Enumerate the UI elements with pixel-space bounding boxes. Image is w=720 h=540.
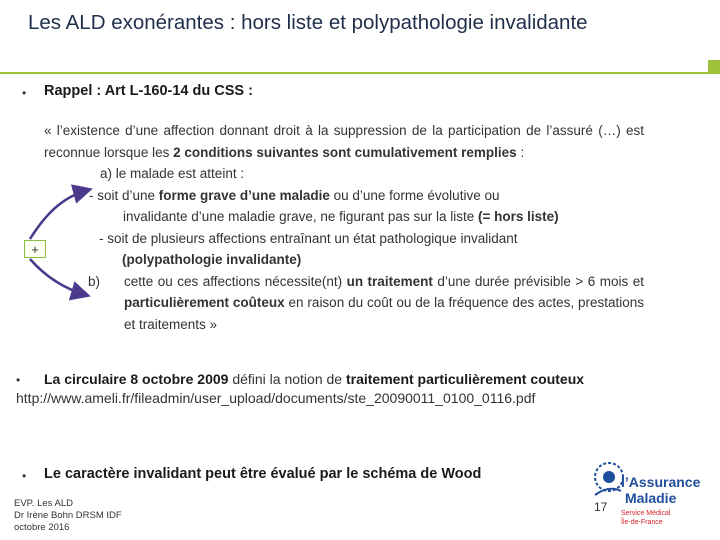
condition-a-polypathologie: - soit de plusieurs affections entraînant un état pathologique invalidant — [99, 230, 518, 246]
logo-line-1: l’Assurance — [621, 474, 701, 490]
title-accent-tab — [708, 60, 720, 74]
quote-intro: « l’existence d’une affection donnant droit à la suppression de la participation de l’assuré (…) est reconnue lorsque les 2 conditions suivantes sont cumulativement remplies : — [44, 123, 644, 160]
footer — [14, 498, 122, 534]
condition-b: b) cette ou ces affections nécessite(nt) un traitement d’une durée prévisible > 6 mois et particulièrement coûteux en raison du coût ou de la fréquence des actes, prestations et traitements » — [88, 273, 644, 332]
logo-sub-2: Île-de-France — [621, 519, 663, 526]
bullet-icon: • — [22, 86, 27, 100]
circulaire-url[interactable]: http://www.ameli.fr/fileadmin/user_upload/documents/ste_20090011_0100_0116.pdf — [16, 390, 536, 406]
footer-line-2: Dr Irène Bohn DRSM IDF — [14, 510, 122, 521]
bullet-icon: • — [16, 373, 21, 387]
wood-heading: Le caractère invalidant peut être évalué par le schéma de Wood — [44, 466, 482, 482]
circulaire-paragraph: La circulaire 8 octobre 2009 défini la notion de traitement particulièrement couteux http://www.ameli.fr/fileadmin/user_upload/documents/ste_20090011_0100_0116.pdf — [16, 370, 656, 408]
title-divider — [0, 72, 710, 74]
assurance-maladie-logo-icon — [585, 455, 713, 535]
condition-a-hors-liste-cont: invalidante d’une maladie grave, ne figurant pas sur la liste (= hors liste) — [123, 209, 559, 224]
condition-a-hors-liste: - soit d’une forme grave d’une maladie ou d’une forme évolutive ou — [89, 187, 500, 203]
logo-sub-1: Service Médical — [621, 510, 671, 517]
slide-title: Les ALD exonérantes : hors liste et polypathologie invalidante — [28, 11, 588, 34]
plus-marker: + — [24, 240, 46, 258]
footer-line-1: EVP. Les ALD — [14, 498, 73, 509]
condition-a-polypathologie-cont: (polypathologie invalidante) — [122, 252, 302, 267]
article-quote — [44, 120, 644, 335]
condition-a: a) le malade est atteint : — [100, 166, 245, 181]
page-number: 17 — [594, 500, 608, 514]
logo-line-2: Maladie — [625, 490, 677, 506]
footer-line-3: octobre 2016 — [14, 522, 70, 533]
rappel-heading: Rappel : Art L-160-14 du CSS : — [44, 83, 253, 99]
bullet-icon: • — [22, 469, 27, 483]
